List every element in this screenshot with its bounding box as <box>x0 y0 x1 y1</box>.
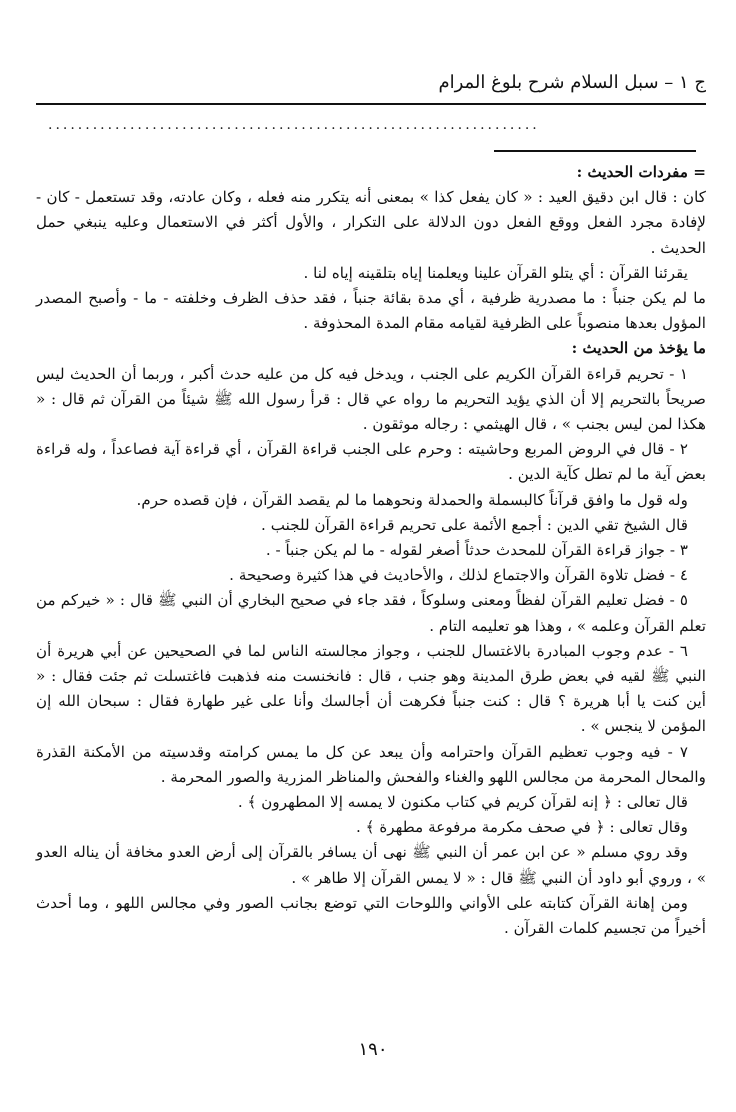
section-heading-vocabulary: = مفردات الحديث : <box>576 163 706 181</box>
quran-quote: وقال تعالى : ﴿ في صحف مكرمة مرفوعة مطهرة ﴾ . <box>355 818 688 837</box>
paragraph: ومن إهانة القرآن كتابته على الأواني واللوحات التي توضع بجانب الصور وفي مجالس اللهو ، وما أحدث أخيراً من تجسيم كلمات القرآن . <box>36 893 706 938</box>
running-header-text <box>438 72 706 93</box>
paragraph: قال الشيخ تقي الدين : أجمع الأئمة على تحريم قراءة القرآن للجنب . <box>261 515 688 534</box>
section-rule <box>494 150 696 152</box>
paragraph: ٣ - جواز قراءة القرآن للمحدث حدثاً أصغر لقوله - ما لم يكن جنباً - . <box>265 541 688 560</box>
page-footer <box>40 1036 706 1062</box>
paragraph: ٥ - فضل تعليم القرآن لفظاً ومعنى وسلوكاً ، فقد جاء في صحيح البخاري أن النبي ﷺ قال : « خيركم من تعلم القرآن وعلمه » ، وهذا هو تعليمه التام . <box>36 591 706 635</box>
dotted-divider: .................................................................. <box>48 117 540 133</box>
book-title: – سبل السلام شرح بلوغ المرام <box>438 71 674 93</box>
paragraph: ٢ - قال في الروض المربع وحاشيته : وحرم على الجنب قراءة القرآن ، أي قراءة آية فصاعداً ، وله قراءة بعض آية ما لم تطل كآية الدين . <box>36 440 706 484</box>
paragraph: كان : قال ابن دقيق العيد : « كان يفعل كذا » بمعنى أنه يتكرر منه فعله ، وكان عادته، وقد تستعمل - كان - لإفادة مجرد الفعل ووقع الفعل دون الدلالة على التكرار ، والأول أكثر في الاستعمال وعليه ينبغي حمل الحديث . <box>36 188 706 257</box>
paragraph: وقد روي مسلم « عن ابن عمر أن النبي ﷺ نهى أن يسافر بالقرآن إلى أرض العدو مخافة أن يناله العدو » ، وروي أبو داود أن النبي ﷺ قال : « لا يمس القرآن إلا طاهر » . <box>36 843 706 887</box>
paragraph: ٤ - فضل تلاوة القرآن والاجتماع لذلك ، والأحاديث في هذا كثيرة وصحيحة . <box>229 566 688 585</box>
running-header <box>36 64 706 100</box>
paragraph: يقرئنا القرآن : أي يتلو القرآن علينا ويعلمنا إياه بتلقينه إياه لنا . <box>303 263 688 282</box>
page-number: ١٩٠ <box>358 1038 388 1060</box>
volume-label: ج ١ <box>678 71 706 93</box>
page-body <box>36 160 706 941</box>
paragraph: وله قول ما وافق قرآناً كالبسملة والحمدلة ونحوهما ما لم يقصد القرآن ، فإن قصده حرم. <box>136 490 688 509</box>
section-heading-lessons: ما يؤخذ من الحديث : <box>571 339 706 358</box>
paragraph: ٦ - عدم وجوب المبادرة بالاغتسال للجنب ، وجواز مجالسته الناس لما في الصحيحين عن أبي هريرة أن النبي ﷺ لقيه في بعض طرق المدينة وهو جنب ، قال : فانخنست منه فذهبت فاغتسلت ثم جئت فقال : « أين كنت يا أبا هريرة ؟ قال : كنت جنباً فكرهت أن أجالسك وأنا على غير طهارة فقال : سبحان الله إن المؤمن لا ينجس » . <box>36 641 706 736</box>
header-rule <box>36 103 706 105</box>
paragraph: ٧ - فيه وجوب تعظيم القرآن واحترامه وأن يبعد عن كل ما يمس كرامته وقدسيته من الأمكنة القذرة والمحال المحرمة من مجالس اللهو والغناء والفحش والمناظر المزرية والصور المحرمة . <box>36 742 706 786</box>
paragraph: ١ - تحريم قراءة القرآن الكريم على الجنب ، ويدخل فيه كل من عليه حدث أكبر ، وربما أن الحديث ليس صريحاً بالتحريم إلا أن الذي يؤيد التحريم ما رواه عي قال : قرأ رسول الله ﷺ شيئاً من القرآن ثم قال : « هكذا لمن ليس بجنب » ، قال الهيثمي : رجاله موثقون . <box>36 364 706 434</box>
quran-quote: قال تعالى : ﴿ إنه لقرآن كريم في كتاب مكنون لا يمسه إلا المطهرون ﴾ . <box>237 793 688 812</box>
paragraph: ما لم يكن جنباً : ما مصدرية ظرفية ، أي مدة بقائة جنباً ، فقد حذف الظرف وخلفته - ما - وأصبح المصدر المؤول بعدها منصوباً على الظرفية لقيامه مقام المدة المحذوفة . <box>36 289 706 333</box>
